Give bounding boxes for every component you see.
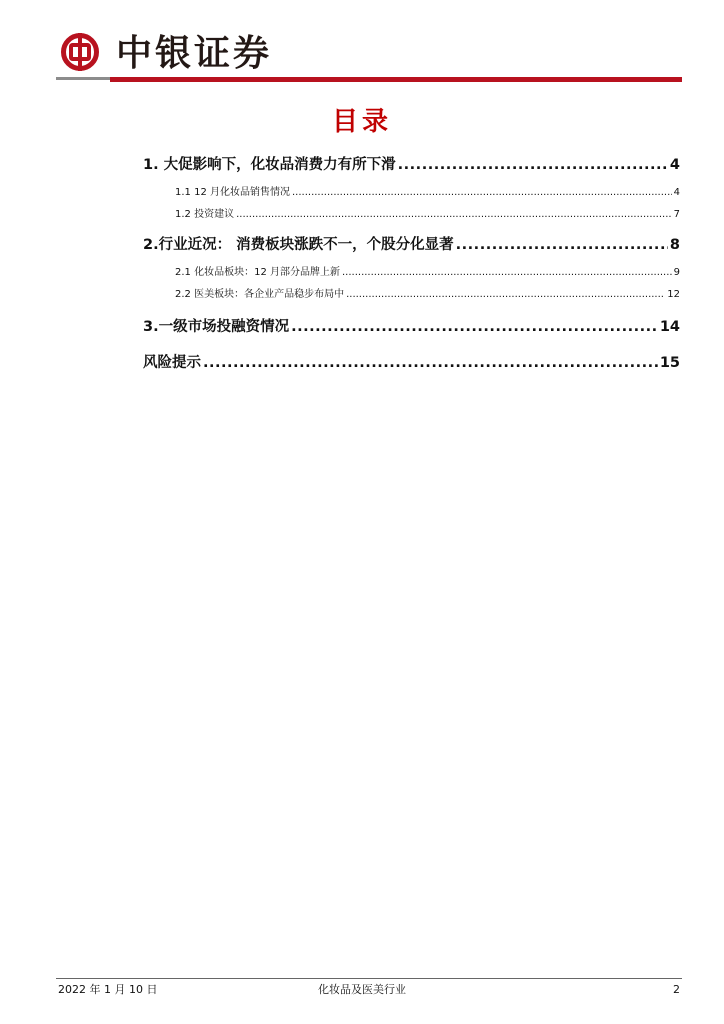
toc-entry-page: 15 <box>659 355 680 371</box>
toc-entry-label: 3.一级市场投融资情况 <box>143 319 290 335</box>
toc-leader-dots <box>456 232 668 258</box>
toc-entry-section-1[interactable] <box>143 152 680 178</box>
toc-entry-page: 14 <box>659 319 680 335</box>
footer-industry: 化妆品及医美行业 <box>318 983 406 996</box>
toc-entry-section-2[interactable] <box>143 232 680 258</box>
toc-entry-label: 风险提示 <box>143 355 201 371</box>
toc-entry-section-2-2[interactable] <box>143 284 680 306</box>
table-of-contents <box>143 152 680 376</box>
toc-entry-page: 12 <box>667 289 680 300</box>
toc-leader-dots <box>292 182 672 204</box>
toc-entry-page: 4 <box>669 157 680 173</box>
toc-entry-label: 1.2 投资建议 <box>175 209 235 220</box>
footer-page-number: 2 <box>673 983 680 996</box>
toc-leader-dots <box>346 284 665 306</box>
toc-entry-label: 1. 大促影响下，化妆品消费力有所下滑 <box>143 157 396 173</box>
footer-rule <box>56 978 682 979</box>
footer-date: 2022 年 1 月 10 日 <box>58 983 158 996</box>
bank-of-china-logo-icon <box>60 32 100 72</box>
toc-entry-section-1-1[interactable] <box>143 182 680 204</box>
toc-entry-section-2-1[interactable] <box>143 262 680 284</box>
toc-leader-dots <box>291 314 658 340</box>
toc-entry-page: 8 <box>669 237 680 253</box>
toc-leader-dots <box>236 204 672 226</box>
toc-entry-label: 1.1 12 月化妆品销售情况 <box>175 187 290 198</box>
company-name: 中银证券 <box>116 32 273 74</box>
toc-entry-page: 9 <box>673 267 680 278</box>
toc-leader-dots <box>203 350 658 376</box>
toc-entry-page: 7 <box>673 209 680 220</box>
toc-entry-label: 2.2 医美板块：各企业产品稳步布局中 <box>175 289 345 300</box>
toc-entry-label: 2.1 化妆品板块：12 月部分品牌上新 <box>175 267 340 278</box>
header-rule-red <box>110 77 682 82</box>
toc-entry-page: 4 <box>673 187 680 198</box>
toc-leader-dots <box>342 262 672 284</box>
toc-title: 目录 <box>331 107 392 137</box>
toc-entry-label: 2.行业近况： 消费板块涨跌不一，个股分化显著 <box>143 237 454 253</box>
toc-entry-section-3[interactable] <box>143 314 680 340</box>
toc-entry-section-1-2[interactable] <box>143 204 680 226</box>
toc-entry-risk-warning[interactable] <box>143 350 680 376</box>
toc-leader-dots <box>398 152 668 178</box>
